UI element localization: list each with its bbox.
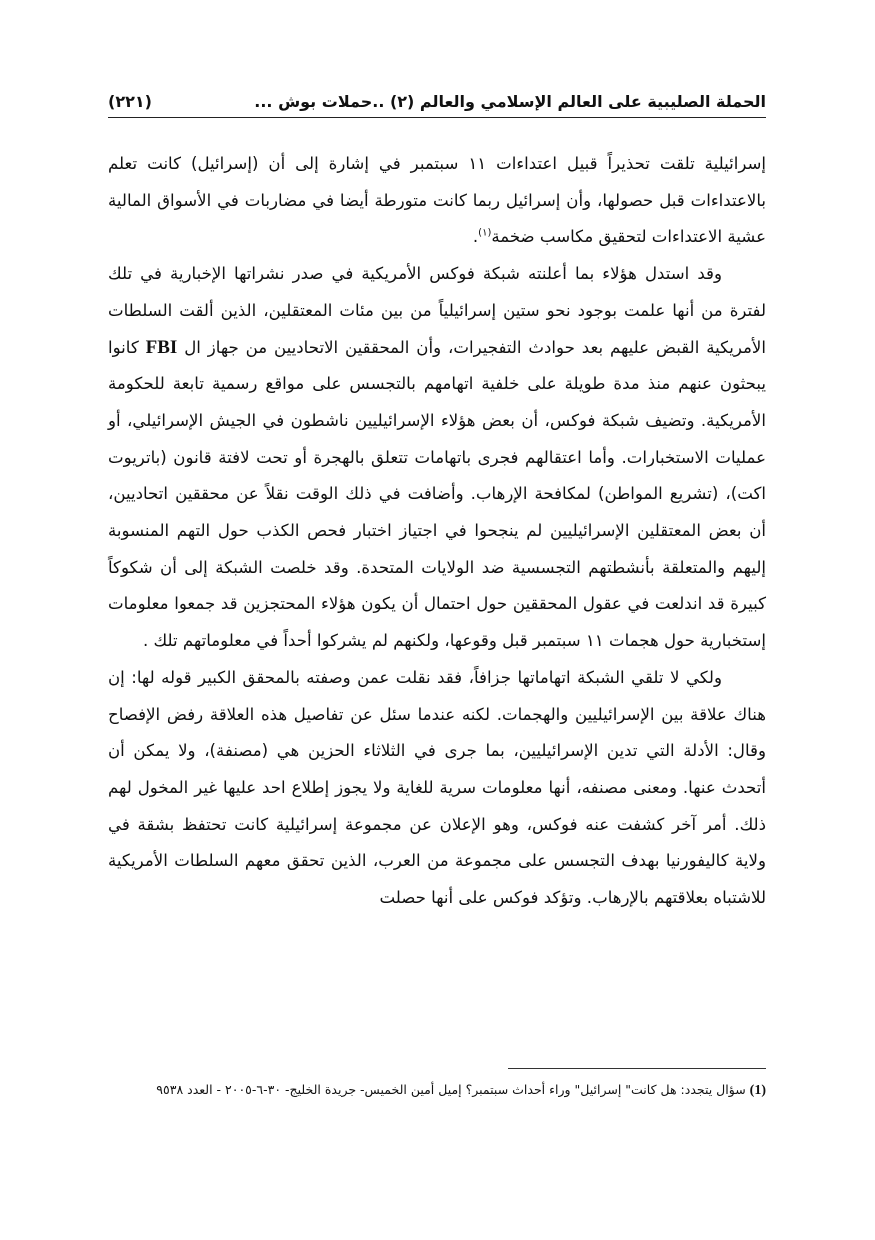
paragraph-2-part-2: كانوا يبحثون عنهم منذ مدة طويلة على خلفية اتهامهم بالتجسس على مواقع رسمية تابعة للحكومة الأمريكية. وتضيف شبكة فوكس، أن بعض هؤلاء الإسرائيليين ناشطون في الجيش الإسرائيلي، أو عمليات الاستخبارات. وأما اعتقالهم فجرى باتهامات تتعلق بالهجرة أو تحت لافتة قانون (باتريوت اكت)، (تشريع المواطن) لمكافحة الإرهاب. وأضافت في ذلك الوقت نقلاً عن محققين اتحاديين، أن بعض المعتقلين الإسرائيليين لم ينجحوا في اجتياز اختبار فحص الكذب حول التهم المنسوبة إليهم والمتعلقة بأنشطتهم التجسسية ضد الولايات المتحدة. وقد خلصت الشبكة إلى أن شكوكاً كبيرة قد اندلعت في عقول المحققين حول احتمال أن يكون هؤلاء المحتجزين قد جمعوا معلومات إستخبارية حول هجمات ١١ سبتمبر قبل وقوعها، ولكنهم لم يشركوا أحداً في معلوماتهم تلك . — [108, 337, 766, 651]
footnote-text: سؤال يتجدد: هل كانت" إسرائيل" وراء أحداث سبتمبر؟ إميل أمين الخميس- جريدة الخليج- ٣٠-٦-٢٠٠٥ - العدد ٩٥٣٨ — [156, 1082, 746, 1097]
paragraph-1-end: . — [472, 227, 479, 247]
footnote-reference: (١) — [478, 227, 492, 239]
fbi-acronym: FBI — [145, 336, 178, 358]
paragraph-2-part-1: وقد استدل هؤلاء بما أعلنته شبكة فوكس الأمريكية في صدر نشراتها الإخبارية في تلك لفترة من أنها علمت بوجود نحو ستين إسرائيلياً من بين مئات المعتقلين، الذين ألقت السلطات الأمريكية القبض عليهم بعد حوادث التفجيرات، وأن المحققين الاتحاديين من جهاز ال — [108, 264, 767, 357]
header-divider — [108, 117, 766, 118]
body-text — [108, 146, 766, 917]
paragraph-1 — [108, 146, 766, 256]
document-page — [108, 0, 766, 1240]
running-header — [108, 86, 766, 116]
footnote-number: (1) — [749, 1083, 766, 1098]
page-number: (٢٢١) — [108, 91, 152, 111]
paragraph-3: ولكي لا تلقي الشبكة اتهاماتها جزافاً، فقد نقلت عمن وصفته بالمحقق الكبير قوله لها: إن هناك علاقة بين الإسرائيليين والهجمات. لكنه عندما سئل عن تفاصيل هذه العلاقة رفض الإفصاح وقال: الأدلة التي تدين الإسرائيليين، بما جرى في الثلاثاء الحزين هي (مصنفة)، ولا يمكن أن أتحدث عنها. ومعنى مصنفه، أنها معلومات سرية للغاية ولا يجوز إطلاع احد عليها غير المخول لهم ذلك. أمر آخر كشفت عنه فوكس، وهو الإعلان عن مجموعة إسرائيلية كانت تحتفظ بشقة في ولاية كاليفورنيا بهدف التجسس على مجموعة من العرب، الذين تحقق معهم السلطات الأمريكية للاشتباه بعلاقتهم بالإرهاب. وتؤكد فوكس على أنها حصلت — [108, 667, 766, 908]
footnote — [108, 1076, 766, 1104]
footnote-divider — [508, 1068, 766, 1069]
paragraph-2 — [108, 256, 766, 660]
paragraph-1-text: إسرائيلية تلقت تحذيراً قبيل اعتداءات ١١ سبتمبر في إشارة إلى أن (إسرائيل) كانت تعلم بالاعتداءات قبل حصولها، وأن إسرائيل ربما كانت متورطة أيضا في مضاربات في الأسواق المالية عشية الاعتداءات لتحقيق مكاسب ضخمة — [108, 154, 766, 247]
header-title: الحملة الصليبية على العالم الإسلامي والعالم (٢) ..حملات بوش ... — [254, 91, 766, 111]
